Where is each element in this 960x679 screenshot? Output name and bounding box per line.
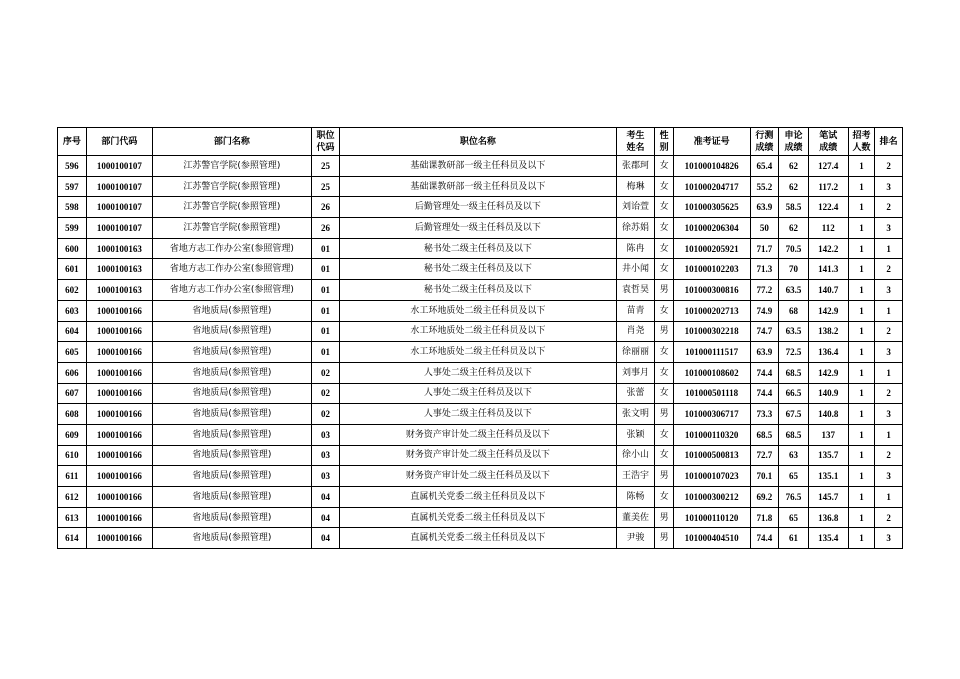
table-row	[58, 383, 903, 404]
cell-written-score: 136.4	[808, 342, 848, 363]
cell-position-name: 财务资产审计处二级主任科员及以下	[340, 466, 616, 487]
cell-position-code: 02	[311, 404, 340, 425]
cell-exam-id: 101000404510	[673, 528, 750, 549]
cell-position-code: 01	[311, 238, 340, 259]
cell-exam-id: 101000204717	[673, 176, 750, 197]
cell-dept-name: 省地质局(参照管理)	[153, 424, 312, 445]
cell-position-code: 26	[311, 218, 340, 239]
cell-position-name: 秘书处二级主任科员及以下	[340, 238, 616, 259]
col-header-position-code: 职位 代码	[311, 128, 340, 156]
cell-rank: 2	[875, 445, 903, 466]
cell-written-score: 136.8	[808, 507, 848, 528]
cell-seq: 601	[58, 259, 87, 280]
cell-seq: 611	[58, 466, 87, 487]
cell-candidate-name: 张颖	[616, 424, 655, 445]
cell-dept-code: 1000100166	[86, 342, 152, 363]
cell-position-name: 直属机关党委二级主任科员及以下	[340, 528, 616, 549]
cell-position-name: 后勤管理处一级主任科员及以下	[340, 218, 616, 239]
cell-gender: 女	[655, 342, 673, 363]
cell-rank: 2	[875, 507, 903, 528]
cell-essay-score: 63.5	[779, 321, 809, 342]
cell-aptitude-score: 50	[750, 218, 779, 239]
cell-essay-score: 61	[779, 528, 809, 549]
cell-aptitude-score: 71.7	[750, 238, 779, 259]
cell-aptitude-score: 73.3	[750, 404, 779, 425]
cell-essay-score: 65	[779, 507, 809, 528]
cell-gender: 女	[655, 300, 673, 321]
cell-exam-id: 101000206304	[673, 218, 750, 239]
table-row	[58, 300, 903, 321]
cell-essay-score: 72.5	[779, 342, 809, 363]
cell-dept-name: 省地质局(参照管理)	[153, 404, 312, 425]
cell-dept-name: 省地方志工作办公室(参照管理)	[153, 238, 312, 259]
cell-exam-id: 101000300212	[673, 487, 750, 508]
cell-position-name: 基础课教研部一级主任科员及以下	[340, 156, 616, 177]
table-row	[58, 528, 903, 549]
cell-rank: 3	[875, 176, 903, 197]
cell-dept-name: 省地质局(参照管理)	[153, 383, 312, 404]
cell-essay-score: 63.5	[779, 280, 809, 301]
cell-dept-code: 1000100163	[86, 238, 152, 259]
cell-seq: 605	[58, 342, 87, 363]
header-row	[58, 128, 903, 156]
table-body	[58, 156, 903, 549]
cell-aptitude-score: 74.4	[750, 362, 779, 383]
cell-position-code: 03	[311, 424, 340, 445]
cell-dept-code: 1000100107	[86, 197, 152, 218]
cell-written-score: 140.8	[808, 404, 848, 425]
cell-position-name: 基础课教研部一级主任科员及以下	[340, 176, 616, 197]
cell-seq: 602	[58, 280, 87, 301]
cell-dept-code: 1000100166	[86, 362, 152, 383]
cell-dept-name: 省地质局(参照管理)	[153, 466, 312, 487]
cell-quota: 1	[848, 424, 875, 445]
cell-position-name: 水工环地质处二级主任科员及以下	[340, 342, 616, 363]
cell-dept-name: 江苏警官学院(参照管理)	[153, 176, 312, 197]
exam-results-table	[57, 127, 903, 549]
cell-exam-id: 101000500813	[673, 445, 750, 466]
table-row	[58, 507, 903, 528]
cell-seq: 604	[58, 321, 87, 342]
cell-gender: 男	[655, 466, 673, 487]
cell-candidate-name: 袁哲昊	[616, 280, 655, 301]
cell-position-code: 04	[311, 507, 340, 528]
cell-position-name: 财务资产审计处二级主任科员及以下	[340, 424, 616, 445]
cell-exam-id: 101000111517	[673, 342, 750, 363]
cell-position-name: 财务资产审计处二级主任科员及以下	[340, 445, 616, 466]
cell-candidate-name: 王浩宇	[616, 466, 655, 487]
cell-exam-id: 101000107023	[673, 466, 750, 487]
cell-quota: 1	[848, 362, 875, 383]
cell-written-score: 142.9	[808, 300, 848, 321]
cell-seq: 612	[58, 487, 87, 508]
col-header-dept-code: 部门代码	[86, 128, 152, 156]
cell-dept-code: 1000100163	[86, 280, 152, 301]
cell-position-name: 人事处二级主任科员及以下	[340, 362, 616, 383]
cell-gender: 女	[655, 383, 673, 404]
cell-position-name: 水工环地质处二级主任科员及以下	[340, 321, 616, 342]
cell-position-code: 02	[311, 383, 340, 404]
cell-rank: 2	[875, 321, 903, 342]
cell-dept-code: 1000100163	[86, 259, 152, 280]
cell-candidate-name: 刘事月	[616, 362, 655, 383]
cell-candidate-name: 梅琳	[616, 176, 655, 197]
cell-dept-code: 1000100166	[86, 321, 152, 342]
cell-position-code: 01	[311, 342, 340, 363]
cell-rank: 1	[875, 238, 903, 259]
cell-candidate-name: 徐丽丽	[616, 342, 655, 363]
cell-candidate-name: 陈畅	[616, 487, 655, 508]
cell-seq: 606	[58, 362, 87, 383]
cell-written-score: 122.4	[808, 197, 848, 218]
cell-gender: 女	[655, 156, 673, 177]
cell-gender: 女	[655, 445, 673, 466]
cell-quota: 1	[848, 300, 875, 321]
cell-dept-code: 1000100166	[86, 383, 152, 404]
cell-aptitude-score: 74.4	[750, 383, 779, 404]
cell-rank: 2	[875, 156, 903, 177]
cell-gender: 女	[655, 176, 673, 197]
cell-rank: 1	[875, 300, 903, 321]
cell-position-name: 后勤管理处一级主任科员及以下	[340, 197, 616, 218]
cell-gender: 女	[655, 424, 673, 445]
cell-exam-id: 101000108602	[673, 362, 750, 383]
cell-gender: 男	[655, 404, 673, 425]
cell-exam-id: 101000501118	[673, 383, 750, 404]
col-header-gender: 性 别	[655, 128, 673, 156]
cell-exam-id: 101000110120	[673, 507, 750, 528]
cell-seq: 599	[58, 218, 87, 239]
cell-aptitude-score: 68.5	[750, 424, 779, 445]
cell-essay-score: 62	[779, 176, 809, 197]
cell-rank: 3	[875, 466, 903, 487]
col-header-position-name: 职位名称	[340, 128, 616, 156]
cell-written-score: 140.7	[808, 280, 848, 301]
table-row	[58, 487, 903, 508]
cell-essay-score: 76.5	[779, 487, 809, 508]
cell-gender: 女	[655, 487, 673, 508]
cell-quota: 1	[848, 342, 875, 363]
cell-dept-name: 省地质局(参照管理)	[153, 487, 312, 508]
cell-exam-id: 101000302218	[673, 321, 750, 342]
cell-quota: 1	[848, 176, 875, 197]
cell-dept-name: 江苏警官学院(参照管理)	[153, 156, 312, 177]
cell-seq: 598	[58, 197, 87, 218]
cell-candidate-name: 徐小山	[616, 445, 655, 466]
cell-gender: 女	[655, 197, 673, 218]
cell-aptitude-score: 55.2	[750, 176, 779, 197]
cell-essay-score: 67.5	[779, 404, 809, 425]
cell-gender: 男	[655, 528, 673, 549]
cell-rank: 3	[875, 218, 903, 239]
cell-dept-name: 省地质局(参照管理)	[153, 321, 312, 342]
cell-aptitude-score: 74.9	[750, 300, 779, 321]
cell-quota: 1	[848, 528, 875, 549]
cell-quota: 1	[848, 238, 875, 259]
cell-quota: 1	[848, 466, 875, 487]
cell-position-name: 人事处二级主任科员及以下	[340, 404, 616, 425]
table-row	[58, 342, 903, 363]
cell-written-score: 135.7	[808, 445, 848, 466]
cell-quota: 1	[848, 197, 875, 218]
col-header-exam-id: 准考证号	[673, 128, 750, 156]
cell-aptitude-score: 69.2	[750, 487, 779, 508]
table-row	[58, 466, 903, 487]
cell-dept-code: 1000100166	[86, 507, 152, 528]
cell-essay-score: 70	[779, 259, 809, 280]
cell-position-code: 04	[311, 528, 340, 549]
cell-position-name: 水工环地质处二级主任科员及以下	[340, 300, 616, 321]
table-row	[58, 259, 903, 280]
cell-quota: 1	[848, 218, 875, 239]
cell-quota: 1	[848, 383, 875, 404]
cell-candidate-name: 张文明	[616, 404, 655, 425]
col-header-candidate-name: 考生 姓名	[616, 128, 655, 156]
cell-position-code: 03	[311, 445, 340, 466]
cell-dept-code: 1000100166	[86, 424, 152, 445]
cell-seq: 610	[58, 445, 87, 466]
cell-gender: 男	[655, 280, 673, 301]
cell-position-name: 直属机关党委二级主任科员及以下	[340, 487, 616, 508]
cell-quota: 1	[848, 321, 875, 342]
cell-candidate-name: 苗青	[616, 300, 655, 321]
cell-candidate-name: 陈冉	[616, 238, 655, 259]
col-header-quota: 招考 人数	[848, 128, 875, 156]
table-row	[58, 280, 903, 301]
cell-written-score: 117.2	[808, 176, 848, 197]
cell-quota: 1	[848, 280, 875, 301]
col-header-rank: 排名	[875, 128, 903, 156]
cell-dept-name: 江苏警官学院(参照管理)	[153, 218, 312, 239]
cell-rank: 3	[875, 404, 903, 425]
cell-candidate-name: 张蕾	[616, 383, 655, 404]
cell-dept-code: 1000100166	[86, 404, 152, 425]
cell-gender: 男	[655, 321, 673, 342]
cell-quota: 1	[848, 445, 875, 466]
cell-essay-score: 62	[779, 156, 809, 177]
table-row	[58, 156, 903, 177]
cell-position-code: 02	[311, 362, 340, 383]
table-row	[58, 404, 903, 425]
cell-dept-code: 1000100166	[86, 300, 152, 321]
cell-exam-id: 101000104826	[673, 156, 750, 177]
cell-seq: 597	[58, 176, 87, 197]
cell-quota: 1	[848, 507, 875, 528]
cell-aptitude-score: 70.1	[750, 466, 779, 487]
cell-position-code: 01	[311, 280, 340, 301]
cell-seq: 607	[58, 383, 87, 404]
cell-quota: 1	[848, 487, 875, 508]
cell-aptitude-score: 71.3	[750, 259, 779, 280]
cell-written-score: 141.3	[808, 259, 848, 280]
cell-aptitude-score: 74.4	[750, 528, 779, 549]
cell-dept-code: 1000100166	[86, 466, 152, 487]
cell-seq: 614	[58, 528, 87, 549]
cell-dept-name: 省地质局(参照管理)	[153, 362, 312, 383]
cell-aptitude-score: 65.4	[750, 156, 779, 177]
cell-exam-id: 101000305625	[673, 197, 750, 218]
cell-written-score: 140.9	[808, 383, 848, 404]
cell-quota: 1	[848, 156, 875, 177]
cell-aptitude-score: 71.8	[750, 507, 779, 528]
cell-rank: 3	[875, 280, 903, 301]
cell-dept-name: 省地方志工作办公室(参照管理)	[153, 259, 312, 280]
cell-seq: 600	[58, 238, 87, 259]
cell-essay-score: 70.5	[779, 238, 809, 259]
table-row	[58, 218, 903, 239]
cell-written-score: 112	[808, 218, 848, 239]
cell-rank: 3	[875, 342, 903, 363]
cell-position-code: 25	[311, 156, 340, 177]
cell-essay-score: 58.5	[779, 197, 809, 218]
cell-position-name: 直属机关党委二级主任科员及以下	[340, 507, 616, 528]
cell-dept-name: 省地质局(参照管理)	[153, 445, 312, 466]
cell-essay-score: 63	[779, 445, 809, 466]
cell-gender: 女	[655, 238, 673, 259]
cell-rank: 2	[875, 383, 903, 404]
cell-position-code: 01	[311, 300, 340, 321]
cell-essay-score: 68	[779, 300, 809, 321]
cell-aptitude-score: 72.7	[750, 445, 779, 466]
col-header-essay-score: 申论 成绩	[779, 128, 809, 156]
cell-position-code: 01	[311, 321, 340, 342]
cell-rank: 3	[875, 528, 903, 549]
cell-candidate-name: 刘诒萱	[616, 197, 655, 218]
cell-dept-name: 江苏警官学院(参照管理)	[153, 197, 312, 218]
cell-position-name: 秘书处二级主任科员及以下	[340, 280, 616, 301]
cell-dept-name: 省地质局(参照管理)	[153, 300, 312, 321]
cell-quota: 1	[848, 404, 875, 425]
cell-candidate-name: 井小闻	[616, 259, 655, 280]
cell-dept-code: 1000100166	[86, 445, 152, 466]
cell-dept-code: 1000100107	[86, 218, 152, 239]
col-header-aptitude-score: 行测 成绩	[750, 128, 779, 156]
cell-essay-score: 68.5	[779, 362, 809, 383]
cell-written-score: 135.4	[808, 528, 848, 549]
cell-dept-name: 省地质局(参照管理)	[153, 507, 312, 528]
cell-dept-code: 1000100107	[86, 176, 152, 197]
cell-exam-id: 101000102203	[673, 259, 750, 280]
cell-gender: 女	[655, 259, 673, 280]
cell-seq: 603	[58, 300, 87, 321]
cell-essay-score: 68.5	[779, 424, 809, 445]
cell-essay-score: 65	[779, 466, 809, 487]
cell-rank: 1	[875, 362, 903, 383]
cell-position-code: 25	[311, 176, 340, 197]
cell-dept-name: 省地质局(参照管理)	[153, 342, 312, 363]
cell-position-code: 26	[311, 197, 340, 218]
cell-exam-id: 101000202713	[673, 300, 750, 321]
cell-essay-score: 62	[779, 218, 809, 239]
col-header-seq: 序号	[58, 128, 87, 156]
cell-exam-id: 101000205921	[673, 238, 750, 259]
cell-written-score: 142.2	[808, 238, 848, 259]
cell-position-code: 03	[311, 466, 340, 487]
cell-written-score: 138.2	[808, 321, 848, 342]
cell-seq: 596	[58, 156, 87, 177]
cell-seq: 613	[58, 507, 87, 528]
cell-candidate-name: 肖尧	[616, 321, 655, 342]
cell-exam-id: 101000306717	[673, 404, 750, 425]
cell-candidate-name: 徐苏娟	[616, 218, 655, 239]
table-row	[58, 176, 903, 197]
cell-aptitude-score: 74.7	[750, 321, 779, 342]
cell-position-code: 04	[311, 487, 340, 508]
cell-seq: 608	[58, 404, 87, 425]
cell-dept-code: 1000100166	[86, 528, 152, 549]
table-row	[58, 362, 903, 383]
cell-position-name: 秘书处二级主任科员及以下	[340, 259, 616, 280]
cell-candidate-name: 董美佐	[616, 507, 655, 528]
table-row	[58, 424, 903, 445]
cell-seq: 609	[58, 424, 87, 445]
cell-written-score: 137	[808, 424, 848, 445]
cell-dept-name: 省地方志工作办公室(参照管理)	[153, 280, 312, 301]
cell-gender: 女	[655, 218, 673, 239]
cell-candidate-name: 张郡珂	[616, 156, 655, 177]
cell-gender: 男	[655, 507, 673, 528]
cell-essay-score: 66.5	[779, 383, 809, 404]
cell-written-score: 127.4	[808, 156, 848, 177]
cell-position-code: 01	[311, 259, 340, 280]
table-row	[58, 445, 903, 466]
table-row	[58, 321, 903, 342]
cell-aptitude-score: 63.9	[750, 342, 779, 363]
table-row	[58, 197, 903, 218]
cell-dept-code: 1000100166	[86, 487, 152, 508]
col-header-dept-name: 部门名称	[153, 128, 312, 156]
cell-position-name: 人事处二级主任科员及以下	[340, 383, 616, 404]
cell-rank: 2	[875, 259, 903, 280]
cell-exam-id: 101000300816	[673, 280, 750, 301]
cell-exam-id: 101000110320	[673, 424, 750, 445]
cell-candidate-name: 尹骏	[616, 528, 655, 549]
cell-written-score: 142.9	[808, 362, 848, 383]
cell-rank: 1	[875, 424, 903, 445]
cell-written-score: 135.1	[808, 466, 848, 487]
cell-aptitude-score: 63.9	[750, 197, 779, 218]
cell-dept-code: 1000100107	[86, 156, 152, 177]
cell-written-score: 145.7	[808, 487, 848, 508]
cell-rank: 2	[875, 197, 903, 218]
cell-rank: 1	[875, 487, 903, 508]
cell-dept-name: 省地质局(参照管理)	[153, 528, 312, 549]
col-header-written-score: 笔试 成绩	[808, 128, 848, 156]
cell-aptitude-score: 77.2	[750, 280, 779, 301]
cell-quota: 1	[848, 259, 875, 280]
cell-gender: 女	[655, 362, 673, 383]
table-row	[58, 238, 903, 259]
